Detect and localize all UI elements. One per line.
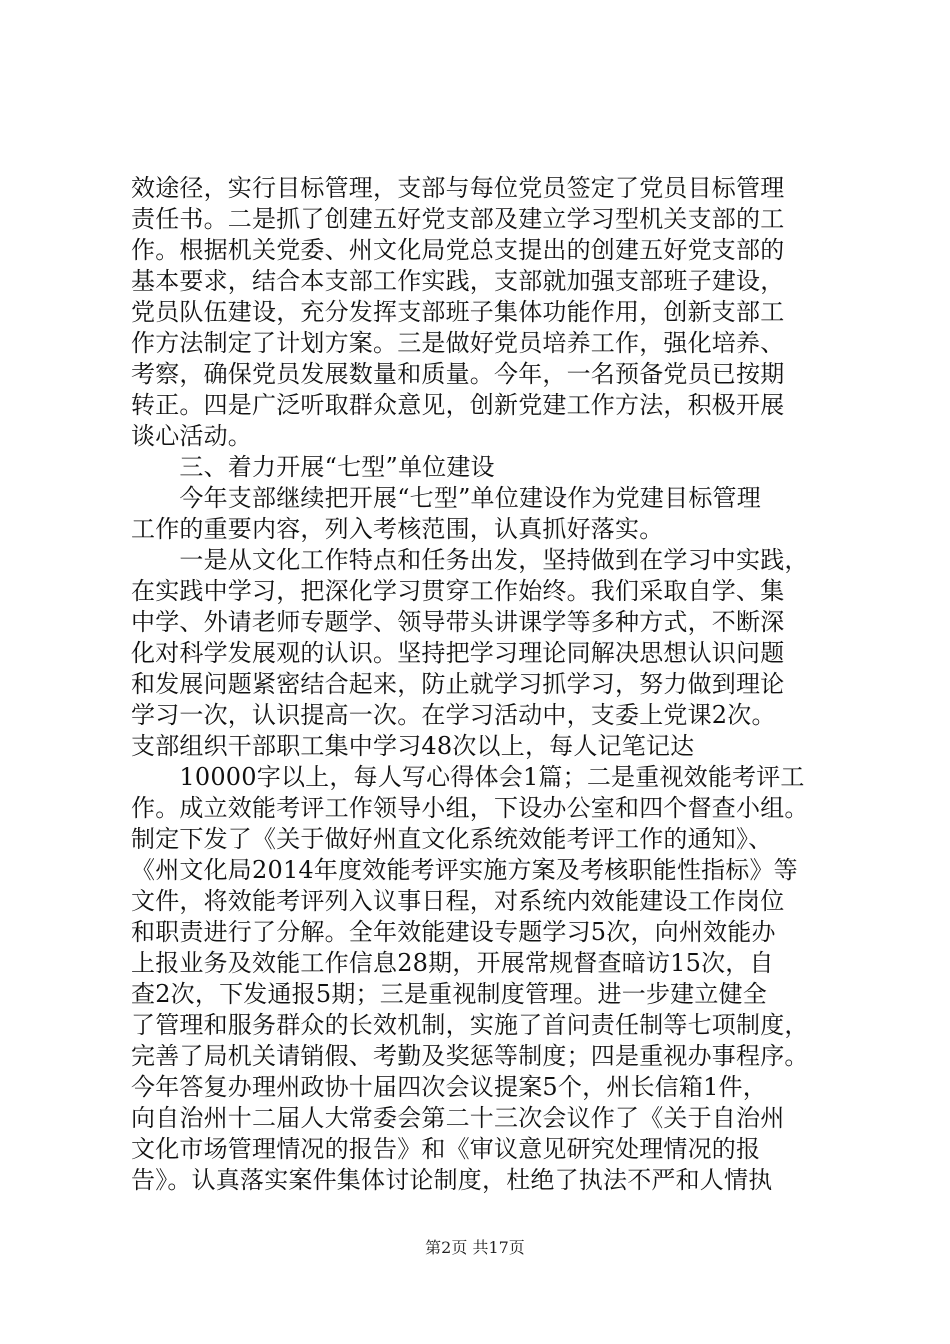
text-line: 工作的重要内容，列入考核范围，认真抓好落实。 <box>131 515 664 543</box>
document-body <box>131 173 841 1196</box>
text-line: 作方法制定了计划方案。三是做好党员培养工作，强化培养、 <box>131 329 785 357</box>
text-line: 转正。四是广泛听取群众意见，创新党建工作方法，积极开展 <box>131 391 785 419</box>
text-line: 向自治州十二届人大常委会第二十三次会议作了《关于自治州 <box>131 1104 785 1132</box>
text-line: 和职责进行了分解。全年效能建设专题学习5次，向州效能办 <box>131 918 776 946</box>
text-line: 化对科学发展观的认识。坚持把学习理论同解决思想认识问题 <box>131 639 785 667</box>
text-line: 基本要求，结合本支部工作实践，支部就加强支部班子建设， <box>131 267 785 295</box>
text-line: 学习一次，认识提高一次。在学习活动中，支委上党课2次。 <box>131 701 776 729</box>
text-line: 查2次，下发通报5期；三是重视制度管理。进一步建立健全 <box>131 980 767 1008</box>
text-line: 支部组织干部职工集中学习48次以上，每人记笔记达 <box>131 732 695 760</box>
text-line: 作。根据机关党委、州文化局党总支提出的创建五好党支部的 <box>131 236 785 264</box>
text-line: 上报业务及效能工作信息28期，开展常规督查暗访15次，自 <box>131 949 774 977</box>
text-line: 了管理和服务群众的长效机制，实施了首问责任制等七项制度， <box>131 1011 809 1039</box>
text-line: 制定下发了《关于做好州直文化系统效能考评工作的通知》、 <box>131 825 773 853</box>
text-line: 完善了局机关请销假、考勤及奖惩等制度；四是重视办事程序。 <box>131 1042 809 1070</box>
text-line: 《州文化局2014年度效能考评实施方案及考核职能性指标》等 <box>131 856 798 884</box>
text-line: 文件，将效能考评列入议事日程，对系统内效能建设工作岗位 <box>131 887 785 915</box>
text-line: 责任书。二是抓了创建五好党支部及建立学习型机关支部的工 <box>131 205 785 233</box>
text-line: 告》。认真落实案件集体讨论制度，杜绝了执法不严和人情执 <box>131 1166 773 1194</box>
text-line: 党员队伍建设，充分发挥支部班子集体功能作用，创新支部工 <box>131 298 785 326</box>
text-line: 今年支部继续把开展“七型”单位建设作为党建目标管理 <box>131 484 761 512</box>
text-line: 效途径，实行目标管理，支部与每位党员签定了党员目标管理 <box>131 174 785 202</box>
section-heading: 三、着力开展“七型”单位建设 <box>131 453 495 481</box>
text-line: 一是从文化工作特点和任务出发，坚持做到在学习中实践， <box>131 546 809 574</box>
text-line: 考察，确保党员发展数量和质量。今年，一名预备党员已按期 <box>131 360 785 388</box>
text-line: 谈心活动。 <box>131 422 252 450</box>
text-line: 中学、外请老师专题学、领导带头讲课学等多种方式，不断深 <box>131 608 785 636</box>
text-line: 作。成立效能考评工作领导小组，下设办公室和四个督查小组。 <box>131 794 809 822</box>
page-number-footer: 第2页 共17页 <box>425 1238 525 1257</box>
text-line: 在实践中学习，把深化学习贯穿工作始终。我们采取自学、集 <box>131 577 785 605</box>
text-line: 文化市场管理情况的报告》和《审议意见研究处理情况的报 <box>131 1135 761 1163</box>
text-line: 和发展问题紧密结合起来，防止就学习抓学习，努力做到理论 <box>131 670 785 698</box>
text-line: 今年答复办理州政协十届四次会议提案5个，州长信箱1件， <box>131 1073 767 1101</box>
text-line: 10000字以上，每人写心得体会1篇；二是重视效能考评工 <box>131 763 805 791</box>
